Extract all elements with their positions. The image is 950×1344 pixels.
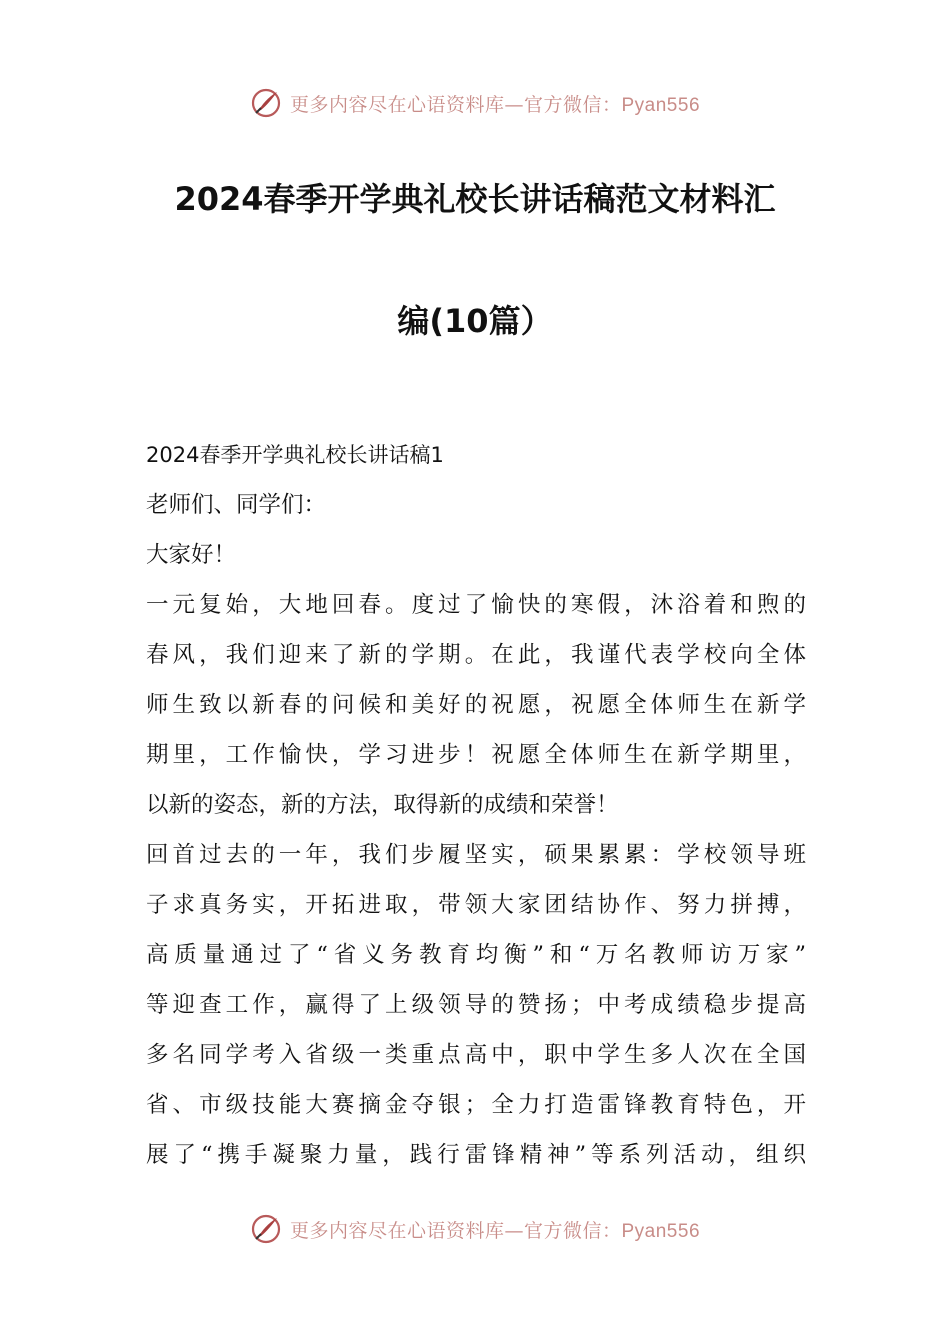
quill-pen-circle-icon [250,87,282,119]
quill-pen-circle-icon [250,1213,282,1245]
watermark-banner-bottom [0,1209,950,1249]
watermark-text [290,90,700,117]
paragraph-line: 春风，我们迎来了新的学期。在此，我谨代表学校向全体 [146,642,806,668]
paragraph-line: 子求真务实，开拓进取，带领大家团结协作、努力拼搏， [146,892,806,918]
paragraph-line: 等迎查工作，赢得了上级领导的赞扬；中考成绩稳步提高 [146,992,806,1018]
watermark-handle: Pyan556 [621,1220,701,1242]
paragraph-line: 多名同学考入省级一类重点高中，职中学生多人次在全国 [146,1042,806,1068]
paragraph-line: 师生致以新春的问候和美好的祝愿，祝愿全体师生在新学 [146,692,806,718]
document-title-line-2: 编(10篇） [397,302,553,340]
paragraph-line: 高质量通过了“省义务教育均衡”和“万名教师访万家” [146,942,806,968]
watermark-main-text: 更多内容尽在心语资料库—官方微信： [289,93,622,116]
watermark-banner-top [0,83,950,123]
document-body [146,430,806,1180]
paragraph-line: 以新的姿态，新的方法，取得新的成绩和荣誉！ [146,792,619,818]
paragraph-line: 省、市级技能大赛摘金夺银；全力打造雷锋教育特色，开 [146,1092,806,1118]
greeting-line: 老师们、同学们： [146,492,327,518]
paragraph-line: 一元复始，大地回春。度过了愉快的寒假，沐浴着和煦的 [146,592,806,618]
paragraph-line: 回首过去的一年，我们步履坚实，硕果累累：学校领导班 [146,842,806,868]
watermark-handle: Pyan556 [621,94,701,116]
watermark-main-text: 更多内容尽在心语资料库—官方微信： [289,1219,622,1242]
watermark-text [290,1216,700,1243]
section-heading: 2024春季开学典礼校长讲话稿1 [146,443,444,467]
paragraph-line: 展了“携手凝聚力量，践行雷锋精神”等系列活动，组织 [146,1142,806,1168]
paragraph-line: 期里，工作愉快，学习进步！祝愿全体师生在新学期里， [146,742,806,768]
document-title-line-1: 2024春季开学典礼校长讲话稿范文材料汇 [174,180,776,218]
hello-line: 大家好！ [146,542,237,568]
